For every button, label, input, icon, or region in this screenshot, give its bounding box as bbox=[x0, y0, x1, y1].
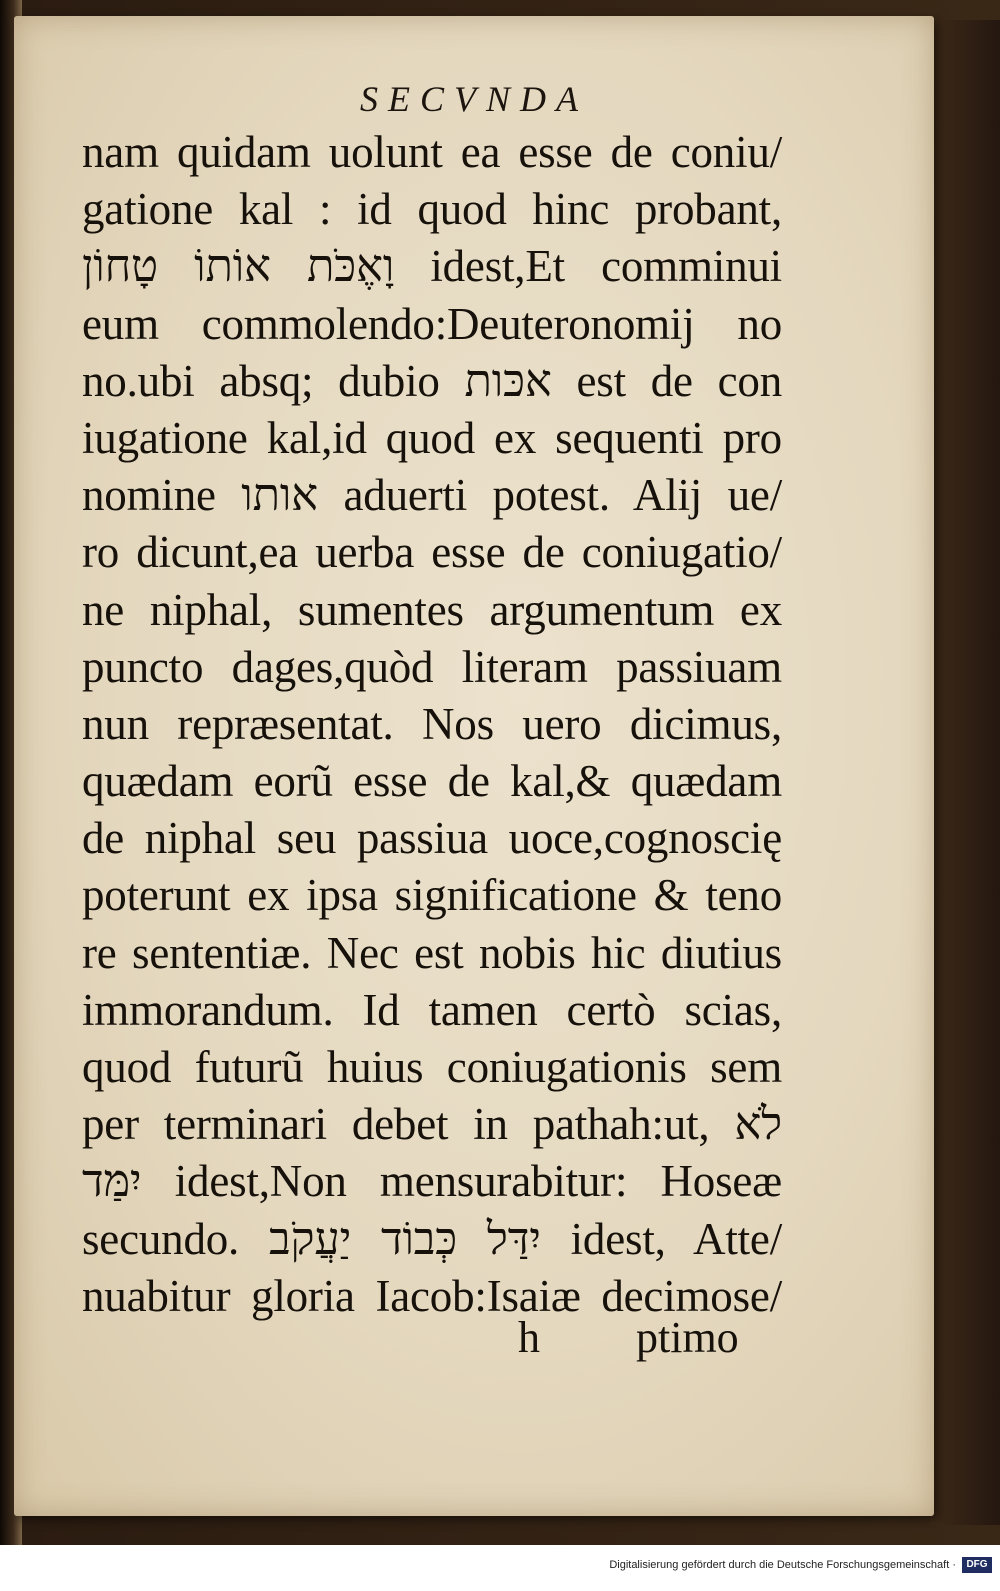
scan-right-edge bbox=[930, 20, 1000, 1525]
digitization-credit-bar bbox=[0, 1545, 1000, 1591]
running-head: SECVNDA bbox=[360, 79, 588, 119]
text-line: gatione kal : id quod hinc probant, bbox=[82, 184, 782, 235]
text-line: nuabitur gloria Iacob:Isaiæ decimose/ bbox=[82, 1270, 782, 1321]
text-line: puncto dages,quòd literam passiuam bbox=[82, 641, 782, 692]
text-line: per terminari debet in pathah:ut, לֹא bbox=[82, 1099, 782, 1150]
text-line: יִמַּד idest,Non mensurabitur: Hoseæ bbox=[82, 1156, 782, 1207]
text-line: וָאֶכֹּת אוֹתוֹ טָחוֹן idest,Et comminui bbox=[82, 241, 782, 292]
book-page bbox=[14, 16, 934, 1516]
text-line: no.ubi absq; dubio אכּות est de con bbox=[82, 355, 782, 406]
page-footer bbox=[14, 1312, 934, 1372]
text-line: eum commolendo:Deuteronomij no bbox=[82, 298, 782, 349]
text-line: poterunt ex ipsa significatione & teno bbox=[82, 870, 782, 921]
dfg-logo-icon: DFG bbox=[962, 1557, 992, 1573]
text-block bbox=[82, 124, 782, 1325]
text-line: nam quidam uolunt ea esse de coniu/ bbox=[82, 127, 782, 177]
text-line: immorandum. Id tamen certò scias, bbox=[82, 984, 782, 1035]
text-line: ne niphal, sumentes argumentum ex bbox=[82, 584, 782, 635]
text-line: quod futurũ huius coniugationis sem bbox=[82, 1042, 782, 1092]
text-line: nun repræsentat. Nos uero dicimus, bbox=[82, 698, 782, 749]
text-line: de niphal seu passiua uoce,cognoscię bbox=[82, 813, 782, 864]
funding-credit: Digitalisierung gefördert durch die Deutsche Forschungsgemeinschaft · bbox=[609, 1559, 956, 1571]
text-line: ro dicunt,ea uerba esse de coniugatio/ bbox=[82, 527, 782, 578]
text-line: nomine אותו aduerti potest. Alij ue/ bbox=[82, 470, 782, 521]
text-line: quædam eorũ esse de kal,& quædam bbox=[82, 756, 782, 807]
signature-mark: h bbox=[518, 1313, 540, 1362]
text-line: iugatione kal,id quod ex sequenti pro bbox=[82, 412, 782, 463]
text-line: secundo. יִדַּל כְּבוֹד יַעֲקֹב idest, Atte/ bbox=[82, 1213, 783, 1264]
catchword: ptimo bbox=[636, 1313, 739, 1362]
text-line: re sententiæ. Nec est nobis hic diutius bbox=[82, 927, 782, 978]
